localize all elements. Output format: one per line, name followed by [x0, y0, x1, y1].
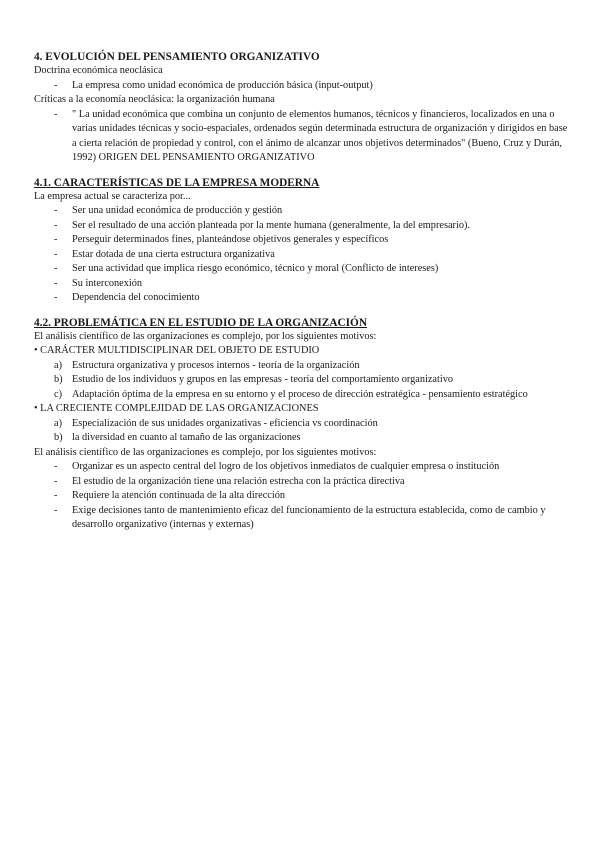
list-item: - Perseguir determinados fines, planteándose objetivos generales y específicos	[54, 234, 389, 245]
quote-item: - " La unidad económica que combina un conjunto de elementos humanos, técnicos y financieros, localizados en una o varias unidades técnicas y socio-espaciales, ordenados según determinada estructura de organización y dirigidos en base a cierta relación de propiedad y control, con el ánimo de alcanzar unos objetivos determinados" (Bueno, Cruz y Durán, 1992) ORIGEN DEL PENSAMIENTO ORGANIZATIVO	[54, 108, 568, 163]
text-line: El análisis científico de las organizaciones es complejo, por los siguientes motivos:	[34, 330, 377, 342]
list-item: - Ser una actividad que implica riesgo económico, técnico y moral (Conflicto de intereses)	[54, 263, 439, 274]
lettered-item: b) la diversidad en cuanto al tamaño de las organizaciones	[54, 432, 301, 443]
text-line: La empresa actual se caracteriza por...	[34, 190, 191, 202]
dash-item: - La empresa como unidad económica de producción básica (input-output)	[54, 79, 373, 91]
bullet-heading: • LA CRECIENTE COMPLEJIDAD DE LAS ORGANIZACIONES	[34, 403, 319, 414]
list-item: - Organizar es un aspecto central del logro de los objetivos inmediatos de cualquier empresa o institución	[54, 461, 500, 472]
section-4-2-heading: 4.2. PROBLEMÁTICA EN EL ESTUDIO DE LA ORGANIZACIÓN	[34, 316, 368, 329]
list-item: - Ser el resultado de una acción planteada por la mente humana (generalmente, la del empresario).	[54, 219, 470, 231]
list-item: - Estar dotada de una cierta estructura organizativa	[54, 248, 275, 260]
list-item: - Su interconexión	[54, 277, 143, 289]
lettered-item: c) Adaptación óptima de la empresa en su entorno y el proceso de dirección estratégica - pensamiento estratégico	[54, 388, 528, 400]
lettered-item: b) Estudio de los individuos y grupos en las empresas - teoría del comportamiento organizativo	[54, 374, 453, 385]
text-line: El análisis científico de las organizaciones es complejo, por los siguientes motivos:	[34, 446, 377, 458]
bullet-heading: • CARÁCTER MULTIDISCIPLINAR DEL OBJETO DE ESTUDIO	[34, 345, 320, 356]
list-item: - Dependencia del conocimiento	[54, 292, 200, 303]
lettered-item: a) Estructura organizativa y procesos internos - teoría de la organización	[54, 359, 360, 371]
text-line: Críticas a la economía neoclásica: la organización humana	[34, 94, 275, 105]
list-item: - Exige decisiones tanto de mantenimiento eficaz del funcionamiento de la estructura establecida, como de cambio y desarrollo organizativo (internas y externas)	[54, 504, 546, 530]
text-line: Doctrina económica neoclásica	[34, 65, 163, 76]
section-4-heading: 4. EVOLUCIÓN DEL PENSAMIENTO ORGANIZATIVO	[34, 51, 320, 63]
list-item: - Requiere la atención continuada de la alta dirección	[54, 490, 285, 501]
list-item: - El estudio de la organización tiene una relación estrecha con la práctica directiva	[54, 475, 405, 487]
section-4-1-heading: 4.1. CARACTERÍSTICAS DE LA EMPRESA MODERNA	[34, 176, 320, 189]
list-item: - Ser una unidad económica de producción y gestión	[54, 205, 283, 216]
lettered-item: a) Especialización de sus unidades organizativas - eficiencia vs coordinación	[54, 417, 378, 429]
